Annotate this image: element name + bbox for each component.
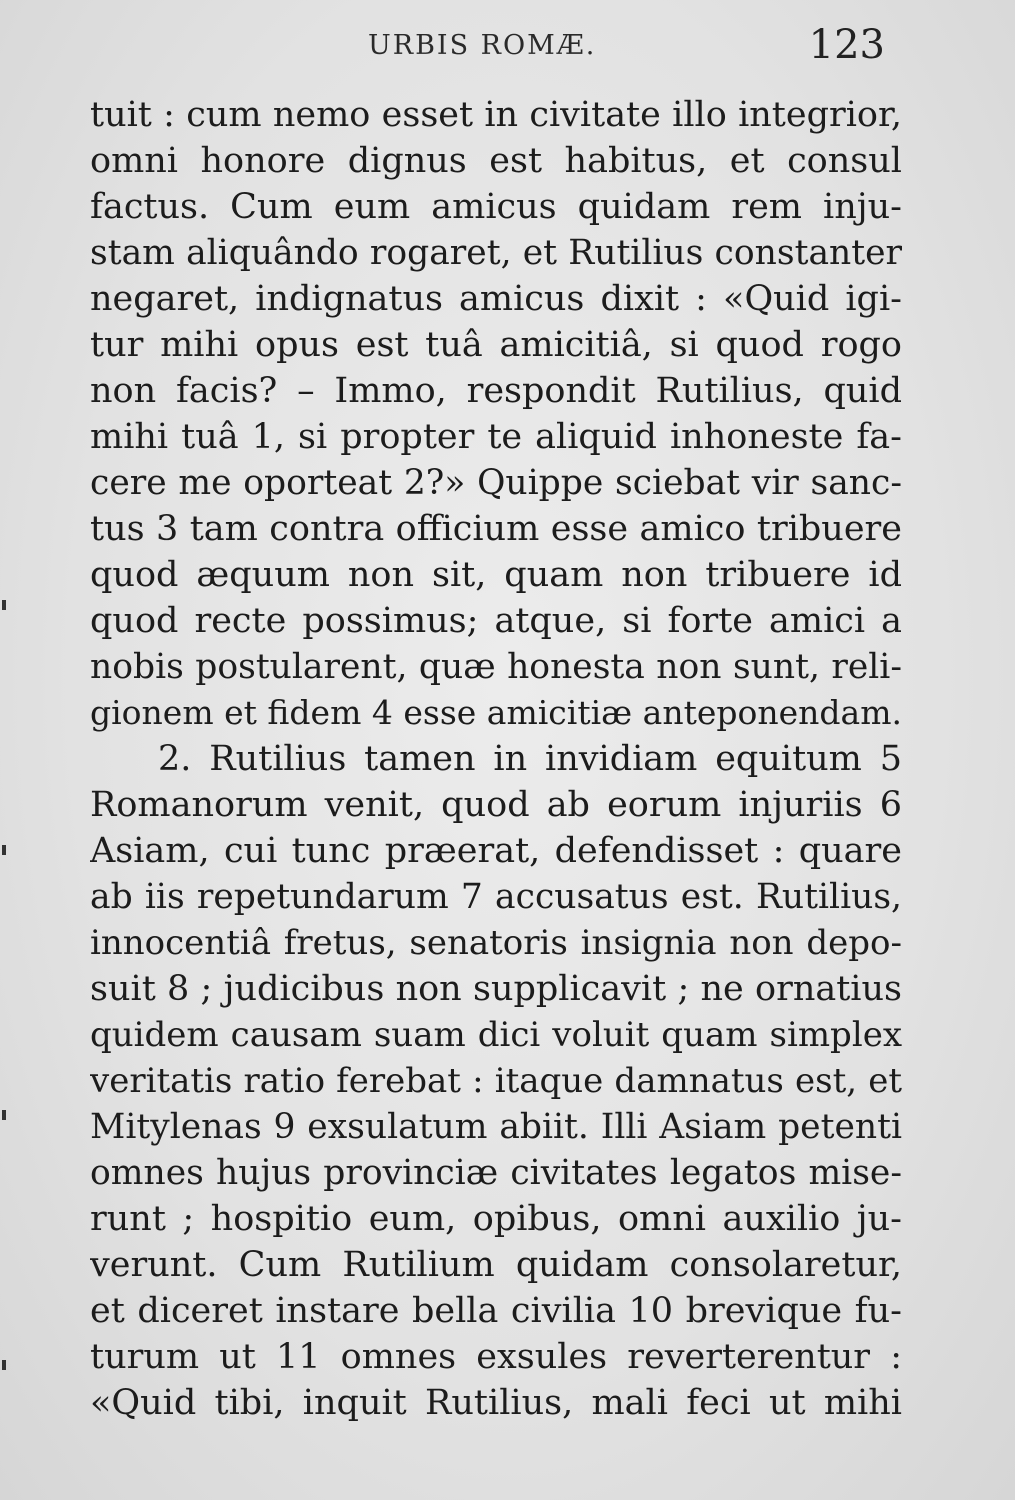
running-head <box>88 22 903 72</box>
text-line: cere me oporteat 2?» Quippe sciebat vir sanc- <box>90 463 902 503</box>
running-title: URBIS ROMÆ. <box>368 30 597 61</box>
text-line: mihi tuâ 1, si propter te aliquid inhoneste fa- <box>90 417 902 457</box>
text-line: turum ut 11 omnes exsules reverterentur : <box>90 1337 902 1377</box>
text-line: Asiam, cui tunc præerat, defendisset : quare <box>90 831 902 871</box>
text-line: innocentiâ fretus, senatoris insignia non depo- <box>90 923 902 963</box>
text-line: quod recte possimus; atque, si forte amici a <box>90 601 902 641</box>
text-line: suit 8 ; judicibus non supplicavit ; ne ornatius <box>90 969 902 1009</box>
text-line: nobis postularent, quæ honesta non sunt, reli- <box>90 647 902 687</box>
text-line: negaret, indignatus amicus dixit : «Quid igi- <box>90 279 902 319</box>
text-line: omnes hujus provinciæ civitates legatos mise- <box>90 1153 902 1193</box>
text-line: et diceret instare bella civilia 10 brevique fu- <box>90 1291 902 1331</box>
body-text <box>90 92 902 1426</box>
page-edge-marks <box>0 0 10 1500</box>
text-line: ab iis repetundarum 7 accusatus est. Rutilius, <box>90 877 902 917</box>
text-line: quidem causam suam dici voluit quam simplex <box>90 1015 902 1055</box>
paragraph-start-line: 2. Rutilius tamen in invidiam equitum 5 <box>158 739 902 779</box>
text-line: tus 3 tam contra officium esse amico tribuere <box>90 509 902 549</box>
text-line: quod æquum non sit, quam non tribuere id <box>90 555 902 595</box>
text-line: verunt. Cum Rutilium quidam consolaretur, <box>90 1245 902 1285</box>
text-line: Romanorum venit, quod ab eorum injuriis 6 <box>90 785 902 825</box>
text-line: tuit : cum nemo esset in civitate illo integrior, <box>90 95 902 135</box>
text-line: omni honore dignus est habitus, et consul <box>90 141 902 181</box>
text-line: stam aliquândo rogaret, et Rutilius constanter <box>90 233 902 273</box>
page-number: 123 <box>808 22 885 68</box>
text-line: factus. Cum eum amicus quidam rem inju- <box>90 187 902 227</box>
text-line: veritatis ratio ferebat : itaque damnatus est, et <box>90 1061 902 1101</box>
text-line: runt ; hospitio eum, opibus, omni auxilio ju- <box>90 1199 902 1239</box>
text-line: «Quid tibi, inquit Rutilius, mali feci ut mihi <box>90 1383 902 1423</box>
text-line: Mitylenas 9 exsulatum abiit. Illi Asiam petenti <box>90 1107 902 1147</box>
text-line: gionem et fidem 4 esse amicitiæ anteponendam. <box>90 693 902 732</box>
text-line: tur mihi opus est tuâ amicitiâ, si quod rogo <box>90 325 902 365</box>
text-line: non facis? – Immo, respondit Rutilius, quid <box>90 371 902 411</box>
